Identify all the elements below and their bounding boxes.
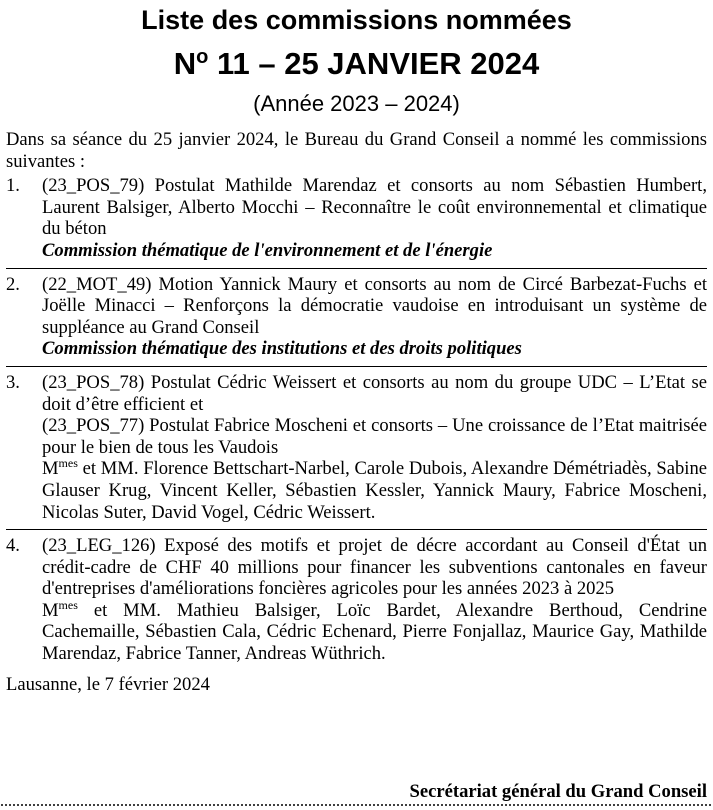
item-divider xyxy=(6,268,707,269)
item-number: 1. xyxy=(6,175,20,197)
signature: Secrétariat général du Grand Conseil xyxy=(409,781,707,802)
document-body xyxy=(6,129,707,695)
legislative-year: (Année 2023 – 2024) xyxy=(253,91,460,116)
members-list: et MM. Florence Bettschart-Narbel, Carole Dubois, Alexandre Démétriadès, Sabine Glauser Krug, Vincent Keller, Sébastien Kessler, Yannick Maury, Fabrice Moscheni, Nicolas Suter, David Vogel, Cédric Weissert. xyxy=(42,458,707,523)
members-superscript: mes xyxy=(58,597,78,612)
bulletin-number xyxy=(0,46,713,82)
item-number: 3. xyxy=(6,371,20,393)
item-number: 2. xyxy=(6,273,20,295)
item-divider xyxy=(6,529,707,530)
commission-name: Commission thématique des institutions et des droits politiques xyxy=(42,338,522,360)
members-list: et MM. Mathieu Balsiger, Loïc Bardet, Alexandre Berthoud, Cendrine Cachemaille, Sébastien Cala, Cédric Echenard, Pierre Fonjallaz, Maurice Gay, Mathilde Marendaz, Fabrice Tanner, Andreas Wüthrich. xyxy=(42,599,707,665)
item-number: 4. xyxy=(6,535,20,557)
item-description: (23_LEG_126) Exposé des motifs et projet de décre accordant au Conseil d'État un crédit-cadre de CHF 40 millions pour financer les subventions cantonales en faveur d'entreprises d'améliorations foncières agricoles pour les années 2023 à 2025 xyxy=(42,535,707,600)
number-superscript: o xyxy=(196,46,209,68)
list-item-1 xyxy=(6,175,707,261)
document-title: Liste des commissions nommées xyxy=(141,5,572,35)
list-item-3 xyxy=(6,372,707,523)
members-prefix: M xyxy=(42,458,59,480)
item-description: (23_POS_79) Postulat Mathilde Marendaz et consorts au nom Sébastien Humbert, Laurent Balsiger, Alberto Mocchi – Reconnaître le coût environnemental et climatique du béton xyxy=(42,175,707,240)
item-description: (23_POS_78) Postulat Cédric Weissert et consorts au nom du groupe UDC – L’Etat se doit d’être efficient et xyxy=(42,371,707,415)
dotted-divider xyxy=(0,804,713,806)
item-description: (22_MOT_49) Motion Yannick Maury et consorts au nom de Circé Barbezat-Fuchs et Joëlle Minacci – Renforçons la démocratie vaudoise en introduisant un système de suppléance au Grand Conseil xyxy=(42,273,707,338)
item-description-secondary: (23_POS_77) Postulat Fabrice Moscheni et consorts – Une croissance de l’Etat maitrisée pour le bien de tous les Vaudois xyxy=(42,415,707,458)
item-divider xyxy=(6,366,707,367)
commission-members xyxy=(42,597,707,665)
commission-members xyxy=(42,458,707,523)
number-date: 11 – 25 JANVIER 2024 xyxy=(208,46,540,81)
number-prefix: N xyxy=(173,46,197,81)
members-superscript: mes xyxy=(58,456,78,471)
members-prefix: M xyxy=(42,599,59,621)
list-item-2 xyxy=(6,274,707,360)
place-and-date: Lausanne, le 7 février 2024 xyxy=(6,673,210,695)
commission-name: Commission thématique de l'environnement et de l'énergie xyxy=(42,239,493,261)
intro-paragraph: Dans sa séance du 25 janvier 2024, le Bureau du Grand Conseil a nommé les commissions suivantes : xyxy=(6,129,707,172)
list-item-4 xyxy=(6,535,707,665)
